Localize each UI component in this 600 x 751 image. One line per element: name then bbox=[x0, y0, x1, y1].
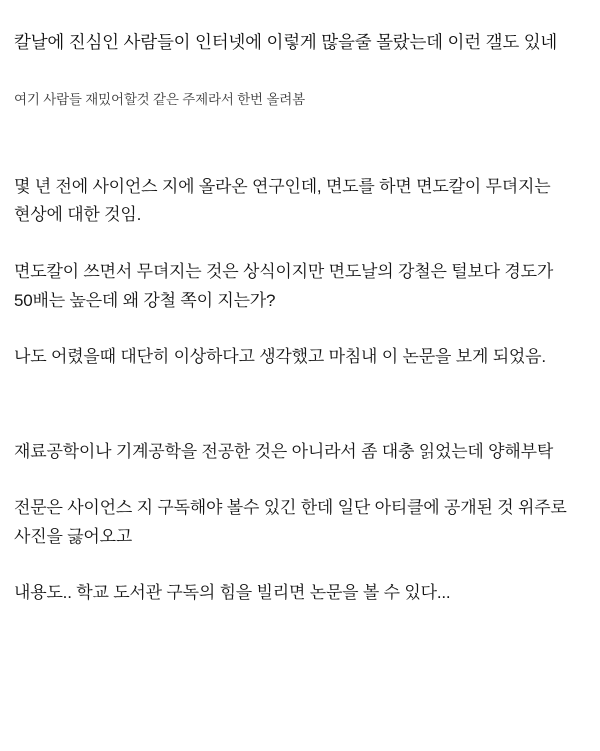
paragraph: 전문은 사이언스 지 구독해야 볼수 있긴 한데 일단 아티클에 공개된 것 위주로 사진을 긇어오고 bbox=[14, 498, 567, 546]
paragraph: 면도칼이 쓰면서 무뎌지는 것은 상식이지만 면도날의 강철은 털보다 경도가 50배는 높은데 왜 강철 쪽이 지는가? bbox=[14, 262, 554, 310]
paragraph: 나도 어렸을때 대단히 이상하다고 생각했고 마침내 이 논문을 보게 되었음. bbox=[14, 347, 546, 367]
page-title: 칼날에 진심인 사람들이 인터넷에 이렇게 많을줄 몰랐는데 이런 갤도 있네 bbox=[14, 32, 558, 52]
paragraph: 몇 년 전에 사이언스 지에 올라온 연구인데, 면도를 하면 면도칼이 무뎌지는 현상에 대한 것임. bbox=[14, 176, 551, 225]
page-subtitle: 여기 사람들 재밌어할것 같은 주제라서 한번 올려봄 bbox=[14, 92, 305, 108]
body-block-one bbox=[14, 173, 586, 372]
body-block-two bbox=[14, 438, 586, 608]
paragraph: 재료공학이나 기계공학을 전공한 것은 아니라서 좀 대충 읽었는데 양해부탁 bbox=[14, 441, 554, 461]
paragraph: 내용도.. 학교 도서관 구독의 힘을 빌리면 논문을 볼 수 있다... bbox=[14, 583, 451, 603]
section-spacer bbox=[14, 111, 586, 173]
